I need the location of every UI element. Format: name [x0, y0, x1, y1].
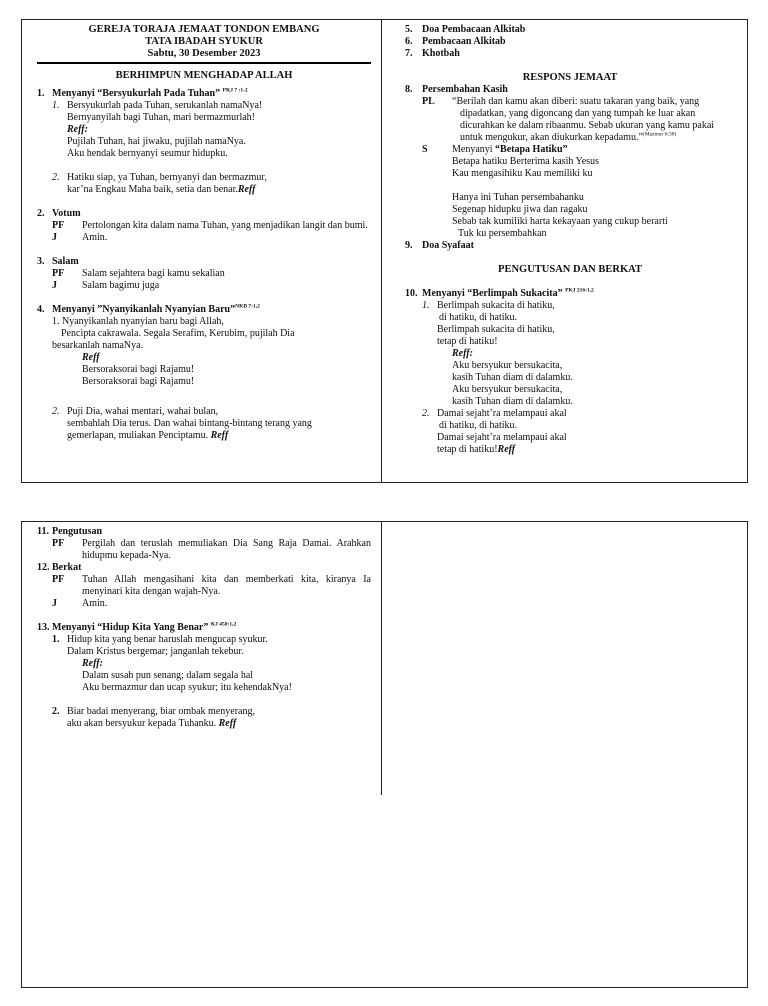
item-4-title: 4. Menyanyi ”Nyanyikanlah Nyanyian Baru”$^{NKB 7:1,2}$ — [37, 303, 260, 315]
item-1-title: 1. Menyanyi “Bersyukurlah Pada Tuhan” $^{PKJ 7 :1-2}$ — [37, 87, 248, 99]
right-column-page-1 — [405, 24, 735, 456]
item-11-body: PF Pergilah dan teruslah memuliakan Dia Sang Raja Damai. Arahkan hidupmu kepada-Nya. — [52, 538, 371, 561]
item-6-title: 6. Pembacaan Alkitab — [405, 36, 506, 47]
item-10-title: 10. Menyanyi “Berlimpah Sukacita” $^{PKJ 216:1,2}$ — [405, 287, 594, 299]
section-respons-jemaat: RESPONS JEMAAT — [522, 72, 618, 83]
left-column-page-2 — [37, 526, 371, 730]
item-3-body: PF Salam sejahtera bagi kamu sekalian J Salam bagimu juga — [52, 268, 225, 291]
item-2-body: PF Pertolongan kita dalam nama Tuhan, yang menjadikan langit dan bumi. J Amin. — [52, 220, 368, 243]
section-pengutusan: PENGUTUSAN DAN BERKAT — [498, 264, 642, 275]
item-2-title: 2. Votum — [37, 208, 81, 219]
section-berhimpun: BERHIMPUN MENGHADAP ALLAH — [115, 70, 293, 81]
item-3-title: 3. Salam — [37, 256, 79, 267]
left-column-page-1 — [37, 24, 371, 442]
item-10-lyrics: 1. Berlimpah sukacita di hatiku, di hatiku, di hatiku. Berlimpah sukacita di hatiku, tetap di hatiku! Reff: Aku bersyukur bersukacita, kasih Tuhan diam di dalamku. Aku bersyukur bersukacita, kasih Tuhan diam di dalamku. 2. Damai sejaht’ra melampaui akal di hatiku, di hatiku. Damai sejaht’ra melampaui akal tetap di hatiku!Reff — [422, 300, 573, 455]
item-12-title: 12. Berkat — [37, 562, 82, 573]
column-divider-page-2 — [381, 521, 382, 795]
item-13-lyrics: 1. Hidup kita yang benar haruslah mengucap syukur. Dalam Kristus bergemar; janganlah tekebur. Reff: Dalam susah pun senang; dalam segala hal Aku bermazmur dan ucap syukur; itu kehendakNya! 2. Biar badai menyerang, biar ombak menyerang, aku akan bersyukur kepada Tuhanku. Reff — [52, 634, 292, 729]
item-4-lyrics: 1. Nyanyikanlah nyanyian baru bagi Allah, Pencipta cakrawala. Segala Serafim, Kerubim, pujilah Dia besarkanlah namaNya. Reff Bersoraksorai bagi Rajamu! Bersoraksorai bagi Rajamu! 2. Puji Dia, wahai mentari, wahai bulan, sembahlah Dia terus. Dan wahai bintang-bintang terang yang gemerlapan, muliakan Penciptamu. Reff — [52, 316, 312, 441]
church-name: GEREJA TORAJA JEMAAT TONDON EMBANG — [88, 24, 320, 35]
item-9-title: 9. Doa Syafaat — [405, 240, 474, 251]
item-11-title: 11. Pengutusan — [37, 526, 103, 537]
service-title: TATA IBADAH SYUKUR — [145, 36, 263, 47]
item-8-body: PL “Berilah dan kamu akan diberi: suatu takaran yang baik, yang dipadatkan, yang digoncang dan yang tumpah ke luar akan dicurahkan ke dalam ribaanmu. Sebab ukuran yang kamu pakai untuk mengukur, akan diukurkan kepadamu.”$^{(Mazmur 6:38)}$ S Menyanyi “Betapa Hatiku” Betapa hatiku Berterima kasih Yesus Kau mengasihiku Kau memiliki ku Hanya ini Tuhan persembahanku Segenap hidupku jiwa dan ragaku Sebab tak kumiliki harta kekayaan yang cukup berarti Tuk ku persembahkan — [422, 96, 715, 239]
item-5-title: 5. Doa Pembacaan Alkitab — [405, 24, 526, 35]
column-divider-page-1 — [381, 19, 382, 483]
service-date: Sabtu, 30 Desember 2023 — [147, 48, 261, 59]
item-13-title: 13. Menyanyi “Hidup Kita Yang Benar” $^{KJ 450:1,2}$ — [37, 621, 237, 633]
item-12-body: PF Tuhan Allah mengasihani kita dan memberkati kita, kiranya Ia menyinari kita dengan wajah-Nya. J Amin. — [52, 574, 371, 609]
item-8-title: 8. Persembahan Kasih — [405, 84, 508, 95]
item-7-title: 7. Khotbah — [405, 48, 460, 59]
item-1-lyrics: 1. Bersyukurlah pada Tuhan, serukanlah namaNya! Bernyanyilah bagi Tuhan, mari bermazmurlah! Reff: Pujilah Tuhan, hai jiwaku, pujilah namaNya. Aku hendak bernyanyi seumur hidupku. 2. Hatiku siap, ya Tuhan, bernyanyi dan bermazmur, kar’na Engkau Maha baik, setia dan benar.Reff — [52, 100, 267, 195]
